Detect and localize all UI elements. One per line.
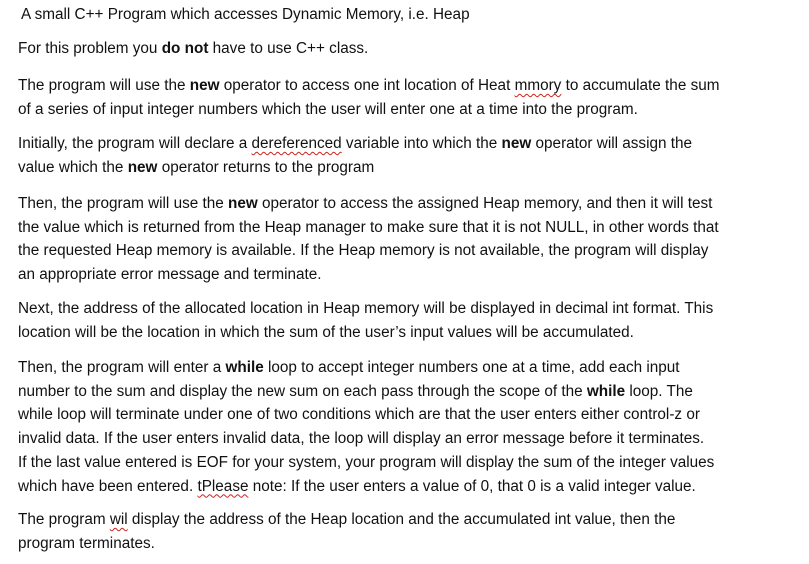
text-run: operator will assign the <box>531 135 692 152</box>
bold-text: while <box>586 382 626 400</box>
text-line <box>18 37 798 61</box>
text-run: The program <box>18 511 110 528</box>
paragraph-initially <box>18 132 798 179</box>
text-line <box>18 74 798 98</box>
bold-text: new <box>228 195 258 212</box>
misspelled-word[interactable]: dereferenced <box>251 135 342 152</box>
text-run: loop. The <box>625 382 693 400</box>
text-line: program terminates. <box>18 534 155 552</box>
text-run: operator to access the assigned Heap memory, and then it will test <box>257 195 713 212</box>
text-run: display the address of the Heap location and the accumulated int value, then the <box>127 511 676 528</box>
text-run: value which the <box>18 158 128 176</box>
text-run: operator returns to the program <box>157 158 375 176</box>
text-line: of a series of input integer numbers which the user will enter one at a time into the program. <box>18 100 638 118</box>
text-run: note: If the user enters a value of 0, that 0 is a valid integer value. <box>248 477 696 495</box>
misspelled-word[interactable]: mmory <box>514 77 562 94</box>
text-line <box>18 508 798 532</box>
text-line <box>18 475 798 499</box>
text-line: invalid data. If the user enters invalid data, the loop will display an error message before it terminates. <box>18 430 705 448</box>
text-run: which have been entered. <box>18 477 198 495</box>
text-run: number to the sum and display the new sum on each pass through the scope of the <box>18 382 587 400</box>
text-line: If the last value entered is EOF for your system, your program will display the sum of the integer values <box>18 453 715 471</box>
text-line <box>18 380 798 404</box>
text-line: location will be the location in which the sum of the user’s input values will be accumulated. <box>18 323 634 341</box>
text-line: the requested Heap memory is available. If the Heap memory is not available, the program will display <box>18 242 709 260</box>
text-line: while loop will terminate under one of two conditions which are that the user enters either control-z or <box>18 406 700 424</box>
bold-text: do not <box>161 40 209 57</box>
paragraph-no-class <box>18 37 798 61</box>
paragraph-new-operator <box>18 74 798 121</box>
paragraph-address-display <box>18 297 798 344</box>
text-run: Then, the program will use the <box>18 195 229 212</box>
text-run: Initially, the program will declare a <box>18 135 252 152</box>
bold-text: new <box>501 135 532 152</box>
paragraph-final-display <box>18 508 798 555</box>
text-line <box>18 192 798 216</box>
text-run: have to use C++ class. <box>208 40 369 57</box>
bold-text: new <box>127 158 158 176</box>
text-run: For this problem you <box>18 40 162 57</box>
text-run: The program will use the <box>18 77 190 94</box>
misspelled-word[interactable]: tPlease <box>197 477 249 495</box>
text-run: to accumulate the sum <box>561 77 720 94</box>
bold-text: new <box>189 77 220 94</box>
text-line <box>18 132 798 156</box>
text-run: variable into which the <box>341 135 502 152</box>
text-run: loop to accept integer numbers one at a time, add each input <box>263 359 680 376</box>
text-line <box>18 356 798 380</box>
text-line: the value which is returned from the Heap manager to make sure that it is not NULL, in other words that <box>18 218 719 236</box>
text-line <box>18 156 798 180</box>
misspelled-word[interactable]: wil <box>109 511 128 528</box>
bold-text: while <box>225 359 264 376</box>
paragraph-heap-check <box>18 192 798 287</box>
text-line: an appropriate error message and terminate. <box>18 266 322 284</box>
paragraph-while-loop <box>18 356 798 498</box>
text-run: operator to access one int location of Heat <box>219 77 515 94</box>
text-run: Then, the program will enter a <box>18 359 226 376</box>
document-title: A small C++ Program which accesses Dynamic Memory, i.e. Heap <box>21 6 470 23</box>
text-line: Next, the address of the allocated location in Heap memory will be displayed in decimal int format. This <box>18 300 714 317</box>
